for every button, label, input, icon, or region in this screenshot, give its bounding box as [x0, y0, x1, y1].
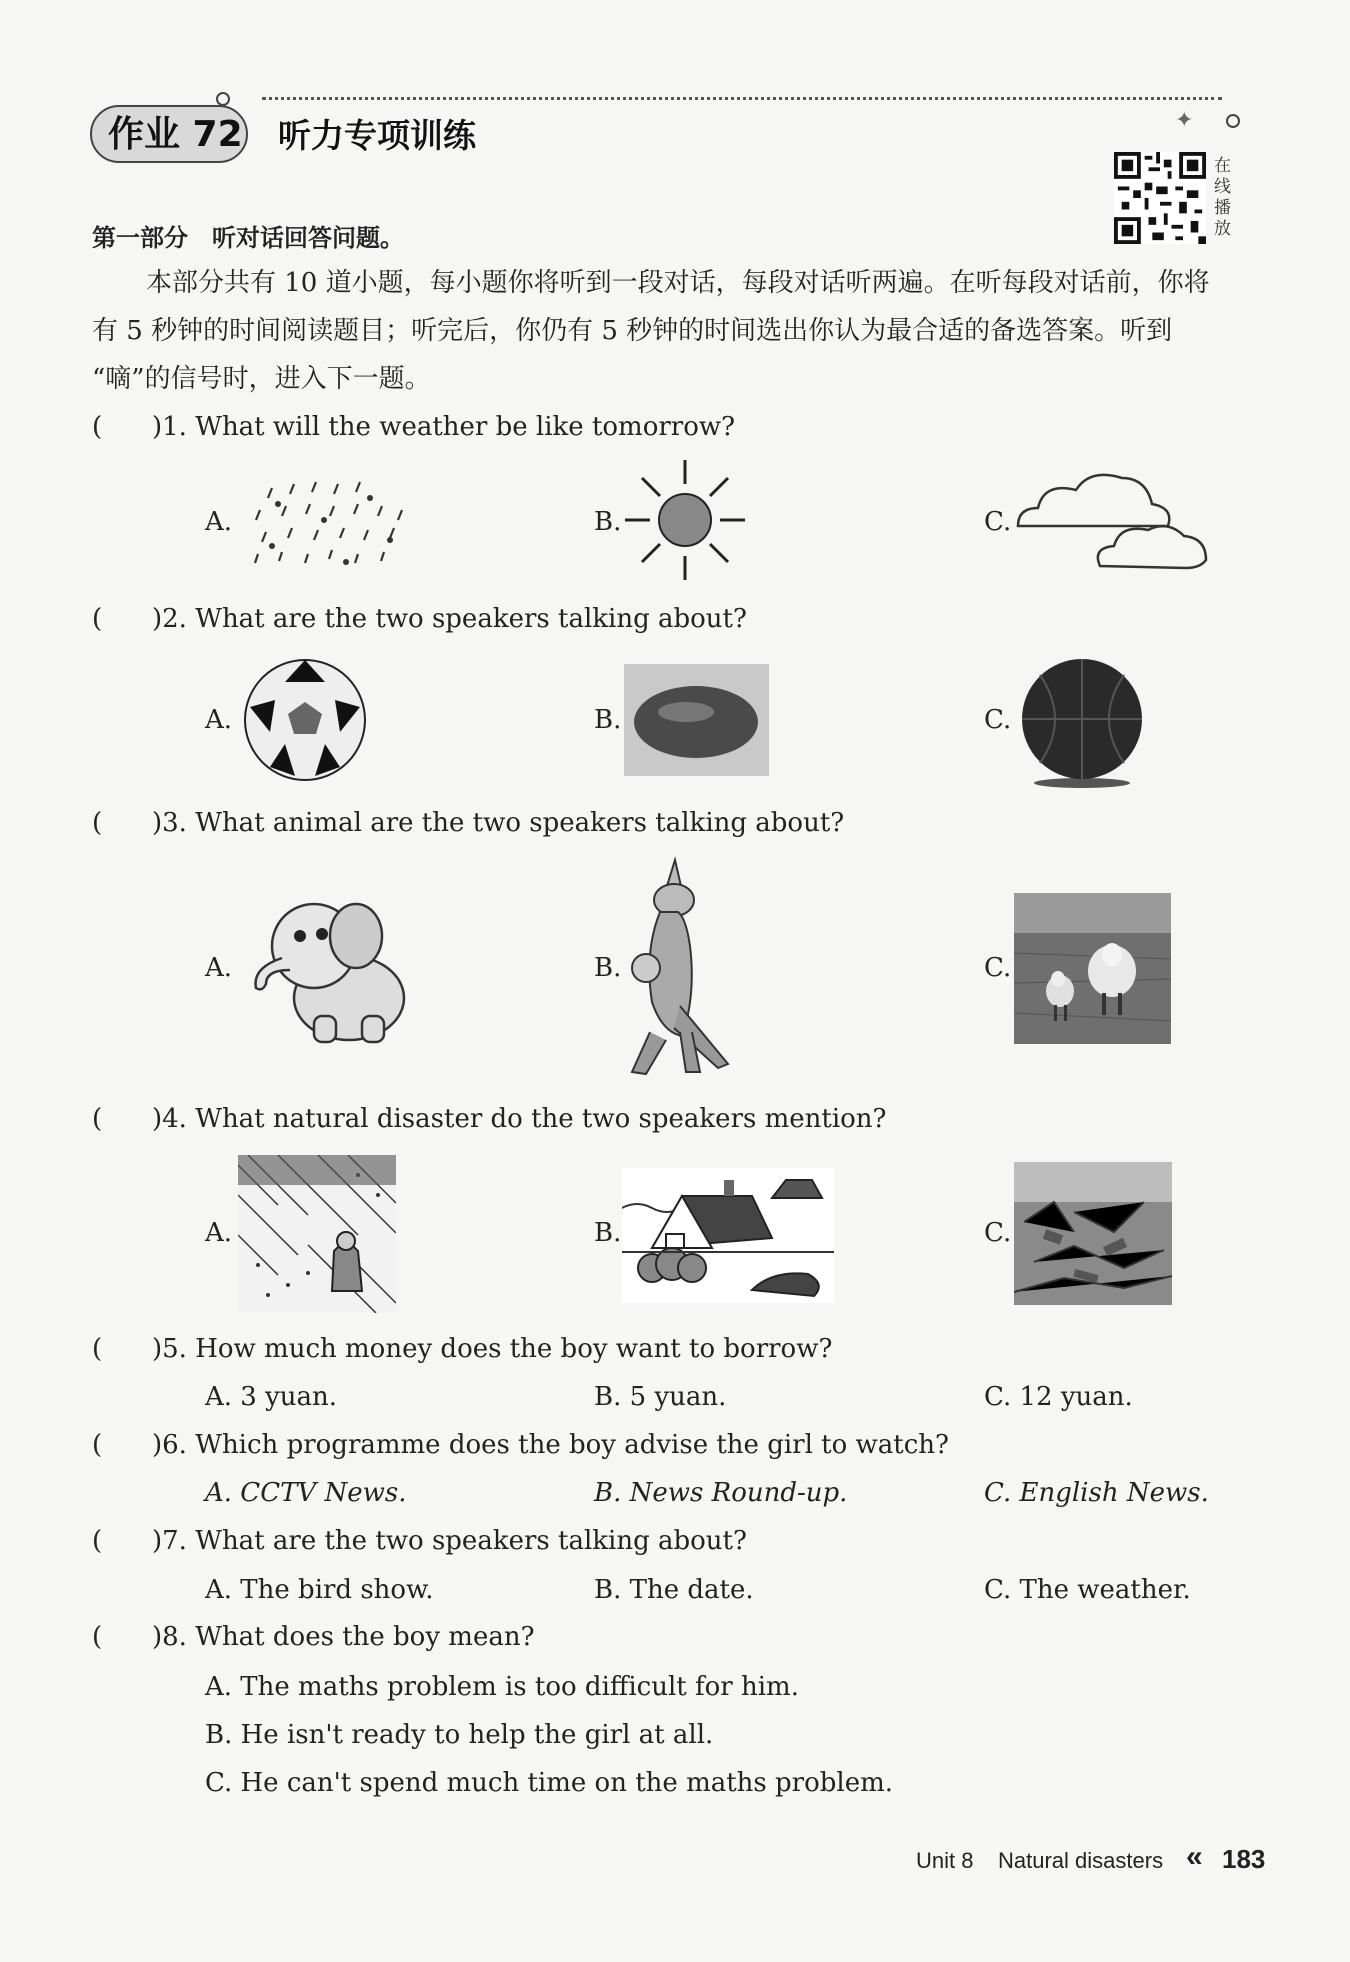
flood-icon[interactable]	[622, 1168, 834, 1303]
rain-icon[interactable]	[242, 470, 427, 570]
qr-label: 在线播放	[1214, 156, 1231, 239]
soccer-ball-icon[interactable]	[240, 652, 370, 787]
header-dotted-line	[262, 97, 1222, 100]
answer-blank[interactable]: (	[92, 1430, 103, 1460]
header-dot	[1226, 114, 1240, 128]
answer-blank[interactable]: (	[92, 1334, 103, 1364]
option-text: B. News Round-up.	[594, 1478, 848, 1508]
section-title: 第一部分 听对话回答问题。	[92, 224, 404, 252]
basketball-icon[interactable]	[1018, 655, 1146, 790]
instructions-line: 有 5 秒钟的时间阅读题目；听完后，你仍有 5 秒钟的时间选出你认为最合适的备选答案。听到	[92, 316, 1173, 346]
assignment-badge: 作业 72	[90, 105, 248, 163]
option-text: C. He can't spend much time on the maths problem.	[205, 1768, 894, 1798]
option-text: A. CCTV News.	[205, 1478, 407, 1508]
page-number: 183	[1222, 1844, 1266, 1874]
option-text: A. The bird show.	[205, 1575, 434, 1605]
page-title: 听力专项训练	[278, 116, 476, 155]
question-8	[92, 1622, 535, 1652]
option-label: A.	[205, 507, 233, 537]
sheep-photo[interactable]	[1014, 893, 1171, 1044]
option-label: B.	[594, 953, 622, 983]
question-text: )4. What natural disaster do the two speakers mention?	[152, 1104, 887, 1134]
question-5	[92, 1334, 832, 1364]
answer-blank[interactable]: (	[92, 1622, 103, 1652]
option-text: C. The weather.	[984, 1575, 1191, 1605]
option-label: C.	[984, 1218, 1012, 1248]
question-3	[92, 808, 844, 838]
option-text: B. 5 yuan.	[594, 1382, 727, 1412]
instructions-line: 本部分共有 10 道小题，每小题你将听到一段对话，每段对话听两遍。在听每段对话前，你将	[146, 268, 1210, 298]
double-chevron-icon: «	[1186, 1840, 1203, 1873]
option-label: A.	[205, 1218, 233, 1248]
question-text: )1. What will the weather be like tomorrow?	[152, 412, 736, 442]
question-text: )7. What are the two speakers talking about?	[152, 1526, 747, 1556]
snowstorm-icon[interactable]	[238, 1155, 396, 1313]
sun-icon[interactable]	[620, 458, 750, 583]
question-2	[92, 604, 747, 634]
option-text: C. English News.	[984, 1478, 1209, 1508]
answer-blank[interactable]: (	[92, 1526, 103, 1556]
question-text: )2. What are the two speakers talking about?	[152, 604, 747, 634]
option-text: B. He isn't ready to help the girl at all.	[205, 1720, 714, 1750]
answer-blank[interactable]: (	[92, 412, 103, 442]
kangaroo-icon[interactable]	[620, 856, 735, 1081]
option-text: C. 12 yuan.	[984, 1382, 1133, 1412]
rugby-ball-icon[interactable]	[624, 664, 769, 776]
question-text: )5. How much money does the boy want to borrow?	[152, 1334, 833, 1364]
footer-topic: Natural disasters	[998, 1848, 1164, 1873]
header-dot	[216, 92, 230, 106]
answer-blank[interactable]: (	[92, 808, 103, 838]
option-text: A. The maths problem is too difficult for him.	[205, 1672, 799, 1702]
elephant-icon[interactable]	[244, 888, 419, 1048]
option-label: C.	[984, 507, 1012, 537]
earthquake-photo[interactable]	[1014, 1162, 1172, 1305]
question-text: )8. What does the boy mean?	[152, 1622, 535, 1652]
question-text: )6. Which programme does the boy advise the girl to watch?	[152, 1430, 949, 1460]
question-4	[92, 1104, 887, 1134]
sparkle-icon: ✦	[1175, 108, 1194, 133]
option-label: B.	[594, 507, 622, 537]
option-label: A.	[205, 705, 233, 735]
option-text: A. 3 yuan.	[205, 1382, 338, 1412]
question-7	[92, 1526, 747, 1556]
answer-blank[interactable]: (	[92, 1104, 103, 1134]
question-6	[92, 1430, 949, 1460]
option-label: A.	[205, 953, 233, 983]
option-text: B. The date.	[594, 1575, 754, 1605]
question-text: )3. What animal are the two speakers talking about?	[152, 808, 845, 838]
cloud-icon[interactable]	[1010, 468, 1215, 578]
qr-code-icon[interactable]	[1112, 152, 1208, 244]
instructions-line: “嘀”的信号时，进入下一题。	[92, 364, 431, 394]
footer-unit: Unit 8	[916, 1848, 974, 1873]
option-label: B.	[594, 1218, 622, 1248]
answer-blank[interactable]: (	[92, 604, 103, 634]
option-label: C.	[984, 705, 1012, 735]
question-1	[92, 412, 735, 442]
option-label: B.	[594, 705, 622, 735]
option-label: C.	[984, 953, 1012, 983]
